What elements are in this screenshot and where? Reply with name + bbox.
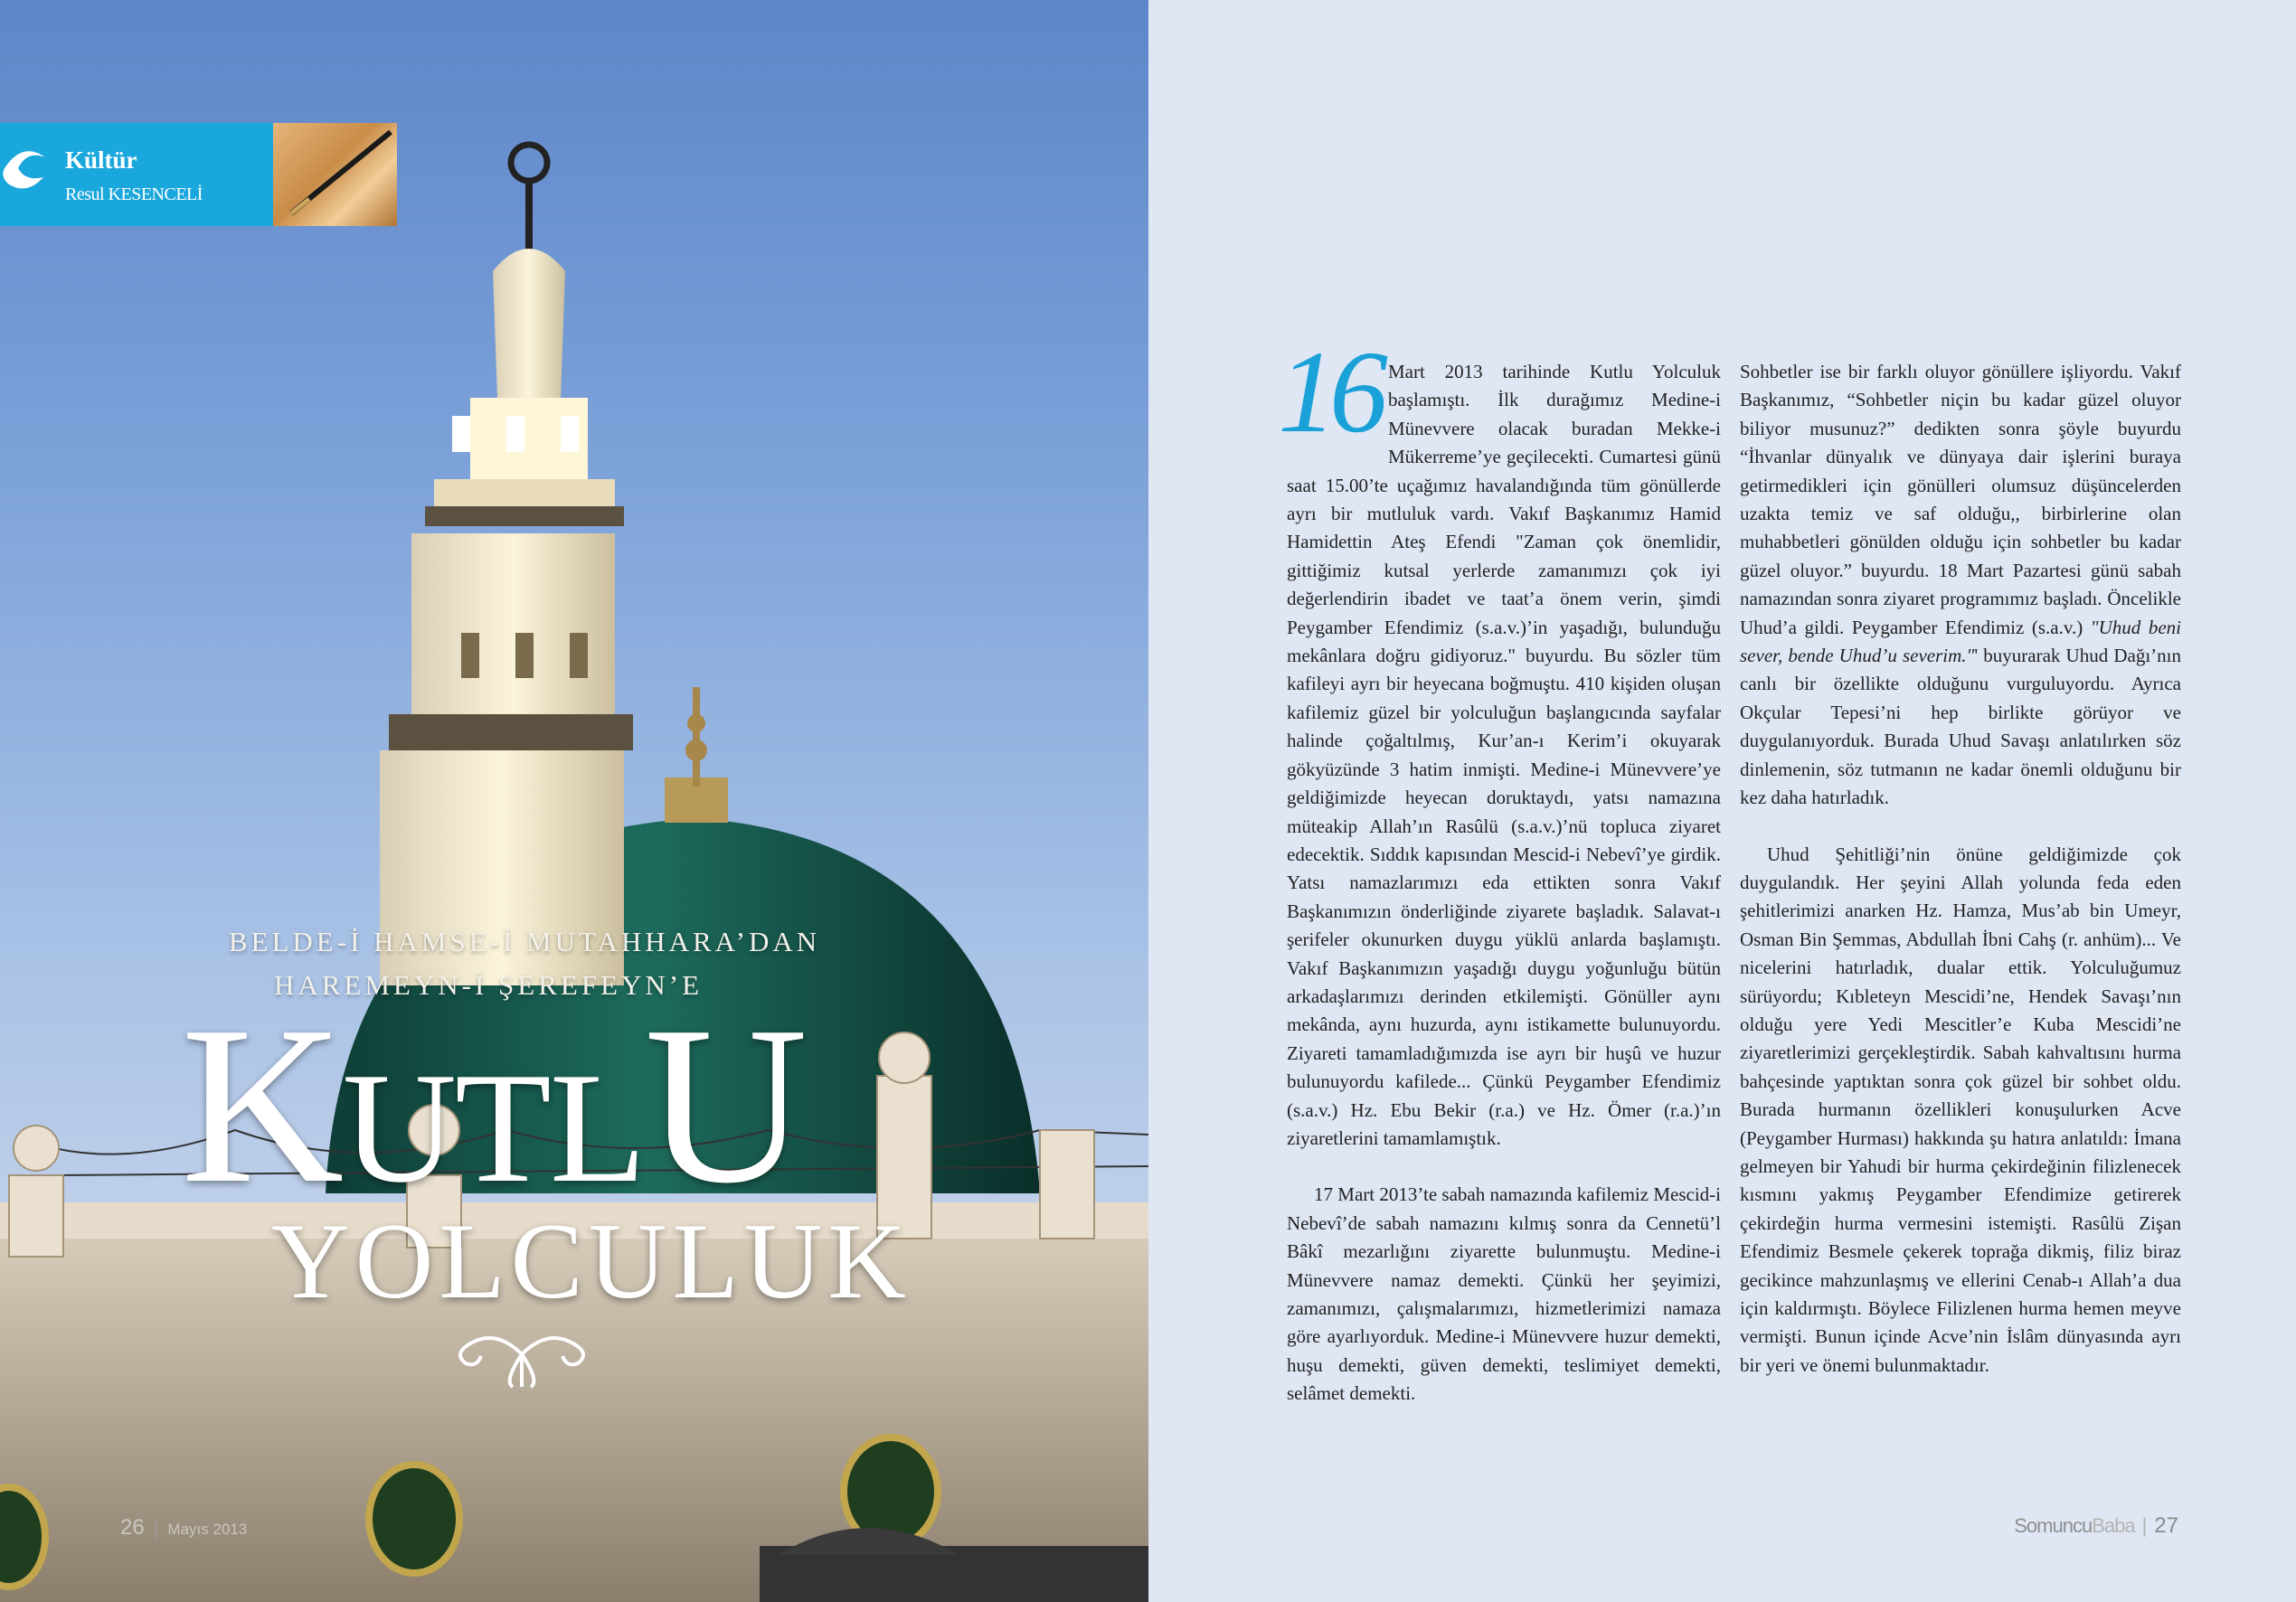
main-title-u: U bbox=[644, 980, 807, 1230]
right-page bbox=[1148, 0, 2296, 1602]
paragraph-3-b: ' buyurarak Uhud Dağı’nın canlı bir özellikte olduğunu vurguluyordu. Ayrıca Okçular Tepesi’ni hep birlikte görüyor ve duygulanıyorduk. Burada Uhud Savaşı anlatılırken söz dinlemenin, söz tutmanın ne kadar önemli olduğunu bir kez daha hatırladık. bbox=[1740, 645, 2181, 809]
subtitle-line-1: BELDE-İ HAMSE-İ MUTAHHARA’DAN bbox=[228, 926, 821, 957]
paragraph-1-text: Mart 2013 tarihinde Kutlu Yolculuk başlamıştı. İlk durağımız Medine-i Münevvere olacak buradan Mekke-i Mükerreme’ye geçilecekti. Cumartesi günü saat 15.00’te uçağımız havalandığında tüm gönüllerde ayrı bir mutluluk vardı. Vakıf Başkanımız Hamid Hamidettin Ateş Efendi "Zaman çok önemlidir, gittiğimiz kutsal yerlerde zamanımızı çok iyi değerlendirin ibadet ve taat’a önem verin, şimdi Peygamber Efendimiz (s.a.v.)’in yaşadığı, bulunduğu mekânlara doğru gidiyoruz." buyurdu. Bu sözler tüm kafileyi ayrı bir heyecana boğmuştu. 410 kişiden oluşan kafilemiz güzel bir yolculuğun başlangıcında sayfalar halinde çoğaltılmış, Kur’an-ı Kerim’i okuyarak gökyüzünde 3 hatim inmişti. Medine-i Münevvere’ye geldiğimizde heyecan doruktaydı, yatsı namazına müteakip Allah’ın Rasûlü (s.a.v.)’nü topluca ziyaret edecektik. Sıddık kapısından Mescid-i Nebevî’ye girdik. Yatsı namazlarımızı eda ettikten sonra Vakıf Başkanımızın önderliğinde ziyarete başladık. Salavat-ı şerifeler okunurken duygu yüklü anlarda başlamıştı. Vakıf Başkanımızın yaşadığı duygu yoğunluğu bütün arkadaşlarımızı derinden etkilemişti. Gönüller aynı mekânda, aynı huzurda, aynı istikamette bulunuyordu. Ziyareti tamamladığımızda ise ayrı bir huşû ve huzur bulunuyordu kafilede... Çünkü Peygamber Efendimiz (s.a.v.) Hz. Ebu Bekir (r.a.) ve Hz. Ömer (r.a.)’ın ziyaretlerini tamamlamıştık. bbox=[1287, 361, 1721, 1149]
dropcap: 16 bbox=[1278, 327, 1381, 457]
issue-date: Mayıs 2013 bbox=[167, 1521, 248, 1538]
paragraph-3 bbox=[1740, 358, 2181, 813]
pen-icon bbox=[273, 123, 397, 226]
brand-name-part-2: Baba bbox=[2092, 1514, 2135, 1537]
section-badge bbox=[0, 123, 273, 226]
author-name: Resul KESENCELİ bbox=[65, 184, 203, 204]
subtitle-line-2: HAREMEYN-İ ŞEREFEYN’E bbox=[273, 969, 704, 1001]
left-folio: 26 | Mayıs 2013 bbox=[120, 1515, 248, 1540]
article-column-2 bbox=[1740, 358, 2181, 1380]
main-title-utl: UTL bbox=[342, 1040, 645, 1215]
pen-photo bbox=[273, 123, 397, 226]
main-title-k: K bbox=[181, 980, 343, 1230]
paragraph-3-a: Sohbetler ise bir farklı oluyor gönüllere işliyordu. Vakıf Başkanımız, “Sohbetler niçin bu kadar güzel oluyor biliyor musunuz?” dedikten sonra şöyle buyurdu “İhvanlar dünyalık ve dünyaya dair işlerini buraya getirmedikleri için gönülleri olumsuz düşüncelerden uzakta temiz ve saf olduğu,, birbirlerine olan muhabbetleri gönülden olduğu için sohbetler bu kadar güzel oluyor.” buyurdu. 18 Mart Pazartesi günü sabah namazından sonra ziyaret programımız başladı. Öncelikle Uhud’a gildi. Peygamber Efendimiz (s.a.v.) bbox=[1740, 361, 2181, 638]
right-page-number: 27 bbox=[2154, 1513, 2178, 1538]
main-title-line-2: YOLCULUK bbox=[271, 1201, 912, 1321]
paragraph-1 bbox=[1278, 327, 1721, 1153]
article-column-1 bbox=[1278, 327, 1721, 1409]
paragraph-4: Uhud Şehitliği’nin önüne geldiğimizde çok duygulandık. Her şeyini Allah yolunda feda eden şehitlerimizi anarken Hz. Hamza, Mus’ab bin Umeyr, Osman Bin Şemmas, Abdullah İbni Cahş (r. anhüm)... Ve nicelerini hatırladık, dualar ettik. Yolculuğumuz sürüyordu; Kıbleteyn Mescidi’ne, Hendek Savaşı’nın olduğu yere Yedi Mescitler’e Kuba Mescidi’ne ziyaretlerimizi gerçekleştirdik. Sabah kahvaltısını hurma bahçesinde yaptıktan sonra çok güzel bir sohbet oldu. Burada hurmanın özellikleri konuşulurken Acve (Peygamber Hurması) hakkında şu hatıra anlatıldı: İmana gelmeyen bir Yahudi bir hurma çekirdeğinin filizlenecek kısmını yakmış Peygamber Efendimize getirerek çekirdeğin hurma vermesini istemişti. Rasûlü Zişan Efendimiz Besmele çekerek toprağa dikmiş, filiz biraz gecikince mahzunlaşmış ve ellerini Cenab-ı Allah’a dua için kaldırmıştı. Böylece Filizlenen hurma hemen meyve vermişti. Bunun içinde Acve’nin İslâm dünyasında ayrı bir yeri ve önemi bulunmaktadır. bbox=[1740, 843, 2181, 1376]
brand-name-part-1: Somuncu bbox=[2014, 1514, 2093, 1537]
section-name: Kültür bbox=[65, 146, 137, 174]
left-page-number: 26 bbox=[120, 1515, 145, 1540]
ornament-icon bbox=[449, 1327, 594, 1390]
wave-logo-icon bbox=[0, 141, 54, 195]
right-folio: SomuncuBaba | 27 bbox=[2014, 1513, 2178, 1538]
paragraph-2: 17 Mart 2013’te sabah namazında kafilemiz Mescid-i Nebevî’de sabah namazını kılmış sonra da Cennetü’l Bâkî mezarlığını ziyarette bulunmuştu. Medine-i Münevvere namaz demekti. Çünkü her şeyimizi, zamanımızı, çalışmalarımızı, hizmetlerimizi namaza göre ayarlıyorduk. Medine-i Münevvere huzur demekti, huşu demekti, güven demekti, teslimiyet demekti, selâmet demekti. bbox=[1287, 1183, 1721, 1405]
quote-italic: "Uhud beni sever, bende Uhud’u severim." bbox=[1740, 616, 2181, 667]
